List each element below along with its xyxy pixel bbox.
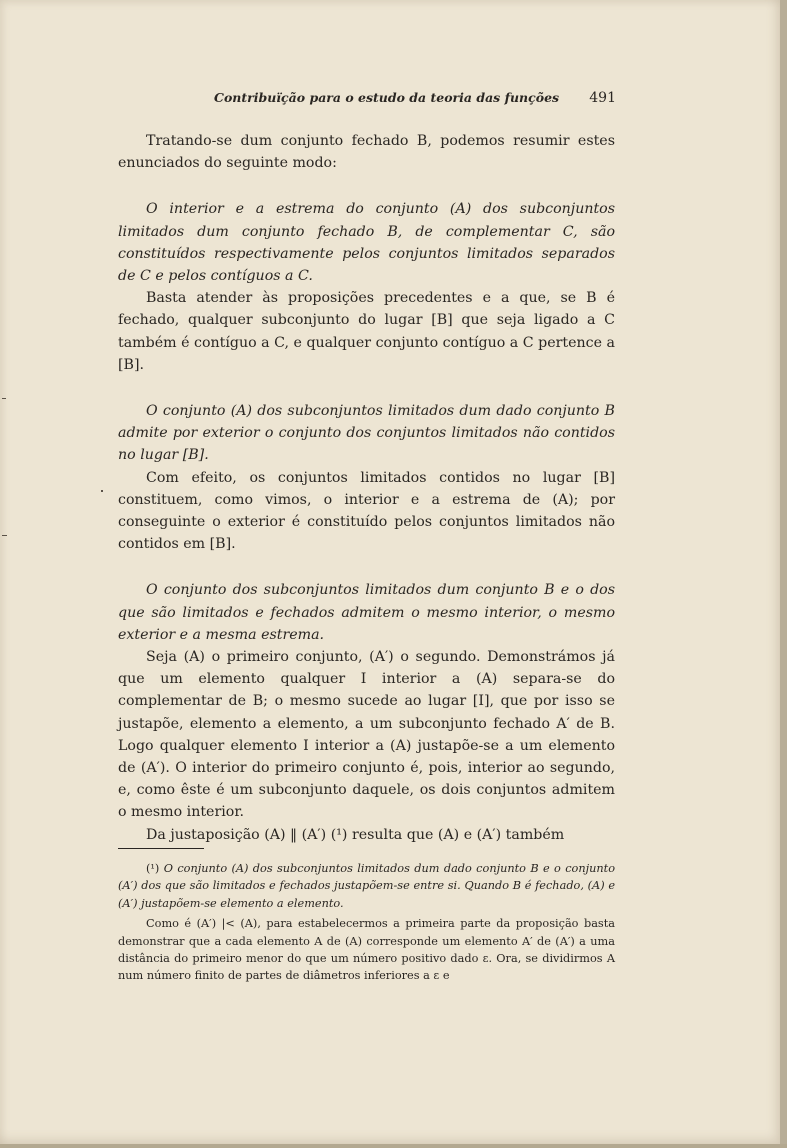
page-edge-right <box>780 0 787 1148</box>
proposition-1: O interior e a estrema do conjunto (A) dos subconjuntos limitados dum conjunto fechado B, de complementar C, são constituídos respectivamente pelos conjuntos limitados separados de C e pelos contíguos a C. <box>118 201 615 285</box>
paragraph-1: Tratando-se dum conjunto fechado B, podemos resumir estes enunciados do seguinte modo: <box>118 133 615 172</box>
proposition-2: O conjunto (A) dos subconjuntos limitados dum dado conjunto B admite por exterior o conjunto dos conjuntos limitados não contidos no lugar [B]. <box>118 403 615 464</box>
footnote-2: Como é (A′) |< (A), para estabelecermos a primeira parte da proposição basta demonstrar que a cada elemento A de (A) corresponde um elemento A′ de (A′) a uma distância do primeiro menor do que um número positivo dado ε. Ora, se dividirmos A num número finito de partes de diâmetros inferiores a ε e <box>118 917 615 983</box>
paragraph-5: Com efeito, os conjuntos limitados contidos no lugar [B] constituem, como vimos, o interior e a estrema de (A); por conseguinte o exterior é constituído pelos conjuntos limitados não contidos em [B]. <box>118 469 615 553</box>
margin-tick-1 <box>2 398 6 399</box>
footnote-1 <box>118 860 615 912</box>
proposition-3: O conjunto dos subconjuntos limitados dum conjunto B e o dos que são limitados e fechados admitem o mesmo interior, o mesmo exterior e a mesma estrema. <box>118 582 615 643</box>
paragraph-8: Da justaposição (A) ‖ (A′) (¹) resulta que (A) e (A′) também <box>146 826 565 843</box>
paragraph-7: Seja (A) o primeiro conjunto, (A′) o segundo. Demonstrámos já que um elemento qualquer I interior a (A) separa-se do complementar de B; o mesmo sucede ao lugar [I], que por isso se justapõe, elemento a elemento, a um subconjunto fechado A′ de B. Logo qualquer elemento I interior a (A) justapõe-se a um elemento de (A′). O interior do primeiro conjunto é, pois, interior ao segundo, e, como êste é um subconjunto daquele, os dois conjuntos admitem o mesmo interior. <box>118 649 615 821</box>
body-text <box>118 130 615 846</box>
page-edge-bottom <box>0 1144 787 1148</box>
paragraph-3: Basta atender às proposições precedentes e a que, se B é fechado, qualquer subconjunto do lugar [B] que seja ligado a C também é contíguo a C, e qualquer conjunto contíguo a C pertence a [B]. <box>118 290 615 373</box>
footnote-1-mark: (¹) <box>146 862 160 875</box>
footnotes <box>118 860 615 985</box>
footnote-rule <box>118 848 204 849</box>
margin-tick-2 <box>2 535 7 536</box>
running-title: Contribuïção para o estudo da teoria das funções <box>214 90 560 105</box>
running-header <box>214 90 616 110</box>
footnote-1-text: O conjunto (A) dos subconjuntos limitados dum dado conjunto B e o conjunto (A′) dos que são limitados e fechados justapõem-se entre si. Quando B é fechado, (A) e (A′) justapõem-se elemento a elemento. <box>118 862 615 910</box>
margin-dot <box>101 490 103 492</box>
page-number: 491 <box>589 90 616 106</box>
